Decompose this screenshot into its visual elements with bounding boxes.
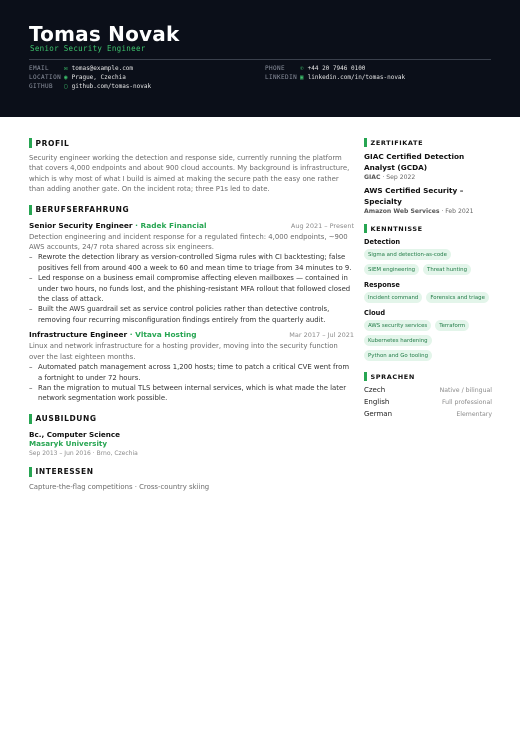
job-header [29,221,354,230]
job-role-company [29,221,207,230]
job-entry [29,221,354,326]
skill-group [364,309,492,361]
certificate-date: · Sep 2022 [380,174,416,181]
language-row [364,386,492,394]
job-title: Senior Security Engineer [29,220,133,230]
job-bullet: – Built the AWS guardrail set as service control policies rather than detective controls, removing four recurring misconfiguration findings entirely from the quarterly audit. [29,304,354,325]
section-heading [364,371,492,382]
skill-chip: Sigma and detection-as-code [364,249,451,260]
job-company: Vltava Hosting [135,330,197,340]
certificate-meta [364,208,492,215]
skills-section [364,223,492,361]
languages-heading: SPRACHEN [370,372,415,381]
section-accent-bar [29,414,32,424]
certificate-name: AWS Certified Security – Specialty [364,186,464,206]
skill-chip: Incident command [364,292,422,303]
certificate-item [364,152,492,181]
interests-heading: INTERESSEN [35,467,94,477]
language-level: Native / bilingual [439,387,492,394]
section-heading [29,413,354,425]
language-row [364,398,492,406]
skill-group [364,238,492,275]
job-title: Infrastructure Engineer [29,330,128,340]
contact-linkedin-label: LINKEDIN [265,74,298,81]
section-accent-bar [364,138,367,147]
skill-chip: Terraform [435,320,469,331]
language-level: Elementary [456,411,492,418]
certificate-meta [364,174,492,181]
languages-section [364,371,492,418]
section-heading [364,223,492,234]
section-accent-bar [364,224,367,233]
education-heading: AUSBILDUNG [35,414,97,424]
certificates-heading: ZERTIFIKATE [370,138,424,147]
skill-chip: Forensics and triage [426,292,489,303]
contact-email-value: tomas@example.com [71,65,134,72]
skill-chip: Kubernetes hardening [364,335,432,346]
skill-chip: AWS security services [364,320,431,331]
language-row [364,410,492,418]
contact-location-value: Prague, Czechia [71,74,126,81]
linkedin-icon: ▣ [300,74,304,81]
job-role-company [29,330,197,339]
interests-text: Capture-the-flag competitions · Cross-country skiing [29,482,210,491]
sidebar-column [364,137,492,422]
profile-section [29,137,354,195]
language-level: Full professional [441,399,492,406]
section-accent-bar [29,138,32,148]
contact-linkedin-value: linkedin.com/in/tomas-novak [307,74,406,81]
certificates-section [364,137,492,215]
certificate-item [364,186,492,215]
job-bullet: – Rewrote the detection library as version-controlled Sigma rules with CI backtesting; false positives fell from around 400 a week to 60 and mean time to triage from 34 minutes to 9. [29,252,354,273]
resume-header [0,0,520,117]
education-degree: Bc., Computer Science [29,429,121,439]
section-heading [29,137,354,149]
phone-icon: ✆ [300,65,304,72]
main-column [29,137,354,492]
mail-icon: ✉ [64,65,68,72]
certificate-issuer: GIAC [364,174,381,181]
contact-email[interactable] [29,65,133,72]
contact-location [29,74,126,81]
skills-heading: KENNTNISSE [370,224,423,233]
section-heading [29,466,354,478]
github-icon: ▢ [64,83,68,90]
language-name: Czech [364,386,386,394]
skill-group [364,281,492,303]
contact-github-label: GITHUB [29,83,54,90]
language-name: German [364,410,393,418]
profile-heading: PROFIL [35,138,70,148]
job-dates: Mar 2017 – Jul 2021 [289,331,354,340]
contact-location-label: LOCATION [29,74,62,81]
job-separator: · [132,220,141,230]
skill-chips [364,292,492,303]
job-summary: Linux and network infrastructure for a hosting provider, moving into the security function over the last eighteen months. [29,342,338,361]
job-separator: · [127,330,136,340]
education-school: Masaryk University [29,438,108,448]
skill-chip: Threat hunting [423,264,471,275]
header-divider [29,59,491,60]
job-dates: Aug 2021 – Present [290,221,354,230]
skill-chips [364,249,492,275]
experience-section [29,204,354,404]
contact-phone[interactable] [265,65,365,72]
profile-text: Security engineer working the detection and response side, currently running the platform that covers 4,000 endpoints and about 900 cloud accounts. My background is infrastructure, which is why most of what I build is aimed at making the secure path the easy one rather than adding another gate. On the incident rota; three P1s led to date. [29,154,350,194]
skill-chip: Python and Go tooling [364,350,432,361]
contact-github[interactable] [29,83,151,90]
contact-email-label: EMAIL [29,65,50,72]
job-bullets [29,252,354,325]
job-summary: Detection engineering and incident response for a regulated fintech: 4,000 endpoints, ~900 AWS accounts, 24/7 rota shared across six engineers. [29,232,348,252]
contact-phone-value: +44 20 7946 0100 [307,65,366,72]
job-company: Radek Financial [140,220,207,230]
contact-linkedin[interactable] [265,74,405,81]
candidate-role: Senior Security Engineer [30,44,146,53]
experience-heading: BERUFSERFAHRUNG [35,205,130,215]
skill-group-title: Cloud [364,309,386,317]
education-section [29,413,354,457]
job-bullet: – Ran the migration to mutual TLS between internal services, which is what made the later network segmentation work possible. [29,383,354,404]
language-name: English [364,398,390,406]
job-entry [29,330,354,403]
job-bullet: – Automated patch management across 1,200 hosts; time to patch a critical CVE went from a fortnight to under 72 hours. [29,362,354,383]
skill-chips [364,320,492,361]
section-heading [364,137,492,148]
section-accent-bar [29,467,32,477]
certificate-name: GIAC Certified Detection Analyst (GCDA) [364,152,465,172]
section-accent-bar [364,372,367,381]
certificate-date: · Feb 2021 [439,208,474,215]
section-accent-bar [29,205,32,215]
education-meta: Sep 2013 – Jun 2016 · Brno, Czechia [29,449,138,457]
pin-icon: ◉ [64,74,68,81]
candidate-name: Tomas Novak [29,22,180,46]
skill-chip: SIEM engineering [364,264,419,275]
certificate-issuer: Amazon Web Services [364,208,440,215]
section-heading [29,204,354,216]
contact-github-value: github.com/tomas-novak [71,83,152,90]
job-bullets [29,362,354,404]
skill-group-title: Response [364,281,400,289]
job-header [29,330,354,339]
contact-phone-label: PHONE [265,65,286,72]
skill-group-title: Detection [364,238,401,246]
job-bullet: – Led response on a business email compromise affecting eleven mailboxes — contained in under two hours, no funds lost, and the phishing-resistant MFA rollout that followed closed the class of attack. [29,273,354,304]
interests-section [29,466,354,492]
language-list [364,386,492,418]
